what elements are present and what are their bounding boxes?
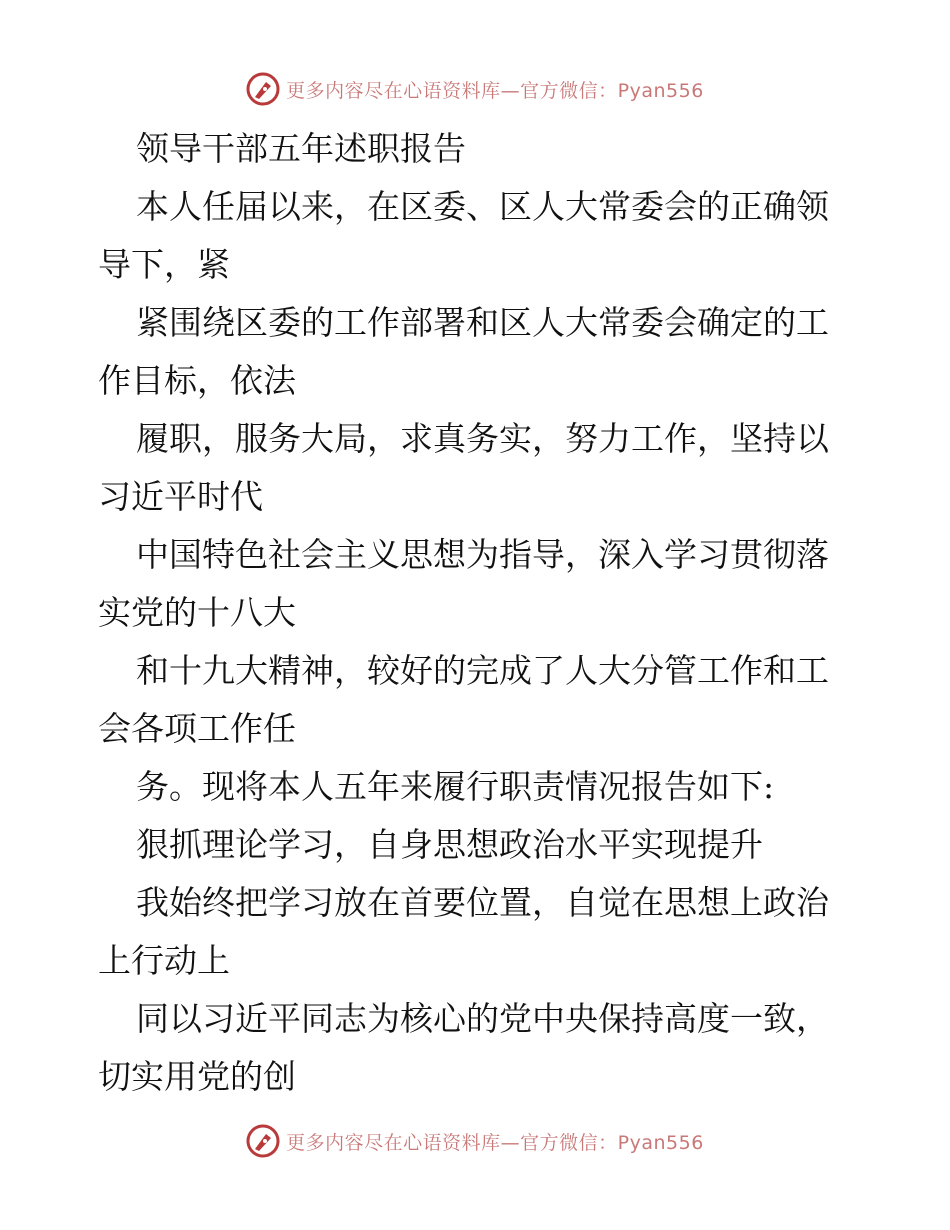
text-line: 切实用党的创 [98,1057,296,1096]
text-line: 我始终把学习放在首要位置，自觉在思想上政治 [136,883,829,922]
footer-watermark [0,1124,950,1158]
text-line: 作目标，依法 [98,361,296,400]
text-line: 领导干部五年述职报告 [136,129,466,168]
document-body [98,120,858,1106]
text-line: 会各项工作任 [98,709,296,748]
text-line: 导下，紧 [98,245,230,284]
watermark-text: 更多内容尽在心语资料库—官方微信：Pyan556 [286,1131,704,1154]
watermark-text: 更多内容尽在心语资料库—官方微信：Pyan556 [286,79,704,102]
text-line: 本人任届以来，在区委、区人大常委会的正确领 [136,187,829,226]
text-line: 紧围绕区委的工作部署和区人大常委会确定的工 [136,303,829,342]
text-line: 履职，服务大局，求真务实，努力工作，坚持以 [136,419,829,458]
text-line: 狠抓理论学习，自身思想政治水平实现提升 [136,825,763,864]
text-line: 习近平时代 [98,477,263,516]
text-line: 务。现将本人五年来履行职责情况报告如下: [136,767,775,806]
pen-nib-logo-icon [246,72,280,106]
pen-nib-logo-icon [246,1124,280,1158]
text-line: 和十九大精神，较好的完成了人大分管工作和工 [136,651,829,690]
text-line: 同以习近平同志为核心的党中央保持高度一致， [136,999,829,1038]
header-watermark [0,72,950,106]
text-line: 中国特色社会主义思想为指导，深入学习贯彻落 [136,535,829,574]
text-line: 上行动上 [98,941,230,980]
text-line: 实党的十八大 [98,593,296,632]
